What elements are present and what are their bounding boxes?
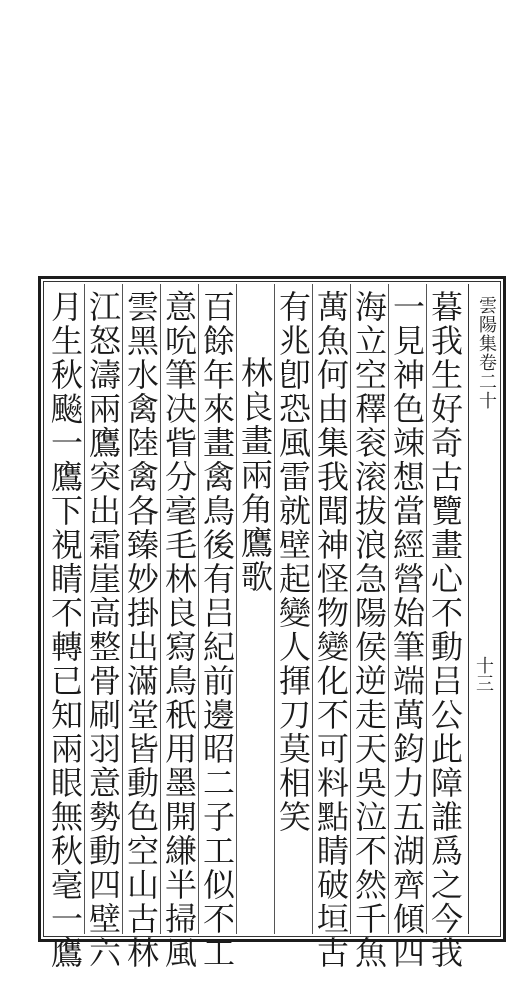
text-column-10: 江怒濤兩鷹突出霜崖高整骨刷羽意勢動四壁六	[84, 290, 122, 970]
text-column-2: 一見神色竦想當經營始筆端萬鈞力五湖齊傾四	[388, 290, 426, 970]
text-column-9: 雲黑水禽陸禽各臻妙掛出滿堂皆動色空山古林	[122, 290, 160, 970]
text-column-8: 意吮筆决眥分毫毛林良寫鳥秖用墨開縑半掃風	[160, 290, 198, 970]
text-column-1: 暮我生好奇古覽畫心不動吕公此障誰爲之今我	[426, 290, 464, 970]
margin-divider	[468, 284, 469, 934]
poem-title: 林良畫兩角鷹歌	[236, 356, 274, 594]
margin-book-title: 雲陽集卷二十	[476, 296, 497, 410]
text-column-11: 月生秋飈一鷹下視睛不轉已知兩眼無秋毫一鷹	[46, 290, 84, 970]
text-column-5: 有兆卽恐風雷就壁起變人揮刀莫相笑	[274, 290, 312, 834]
book-page	[38, 276, 506, 970]
text-column-7: 百餘年來畫禽鳥後有吕紀前邊昭二子工似不工	[198, 290, 236, 970]
text-column-4: 萬魚何由集我聞神怪物變化不可料點睛破垣古	[312, 290, 350, 970]
margin-page-number: 十三	[473, 656, 494, 692]
text-column-3: 海立空䆁衮滚拔浪急陽侯逆走天吳泣不然千魚	[350, 290, 388, 970]
